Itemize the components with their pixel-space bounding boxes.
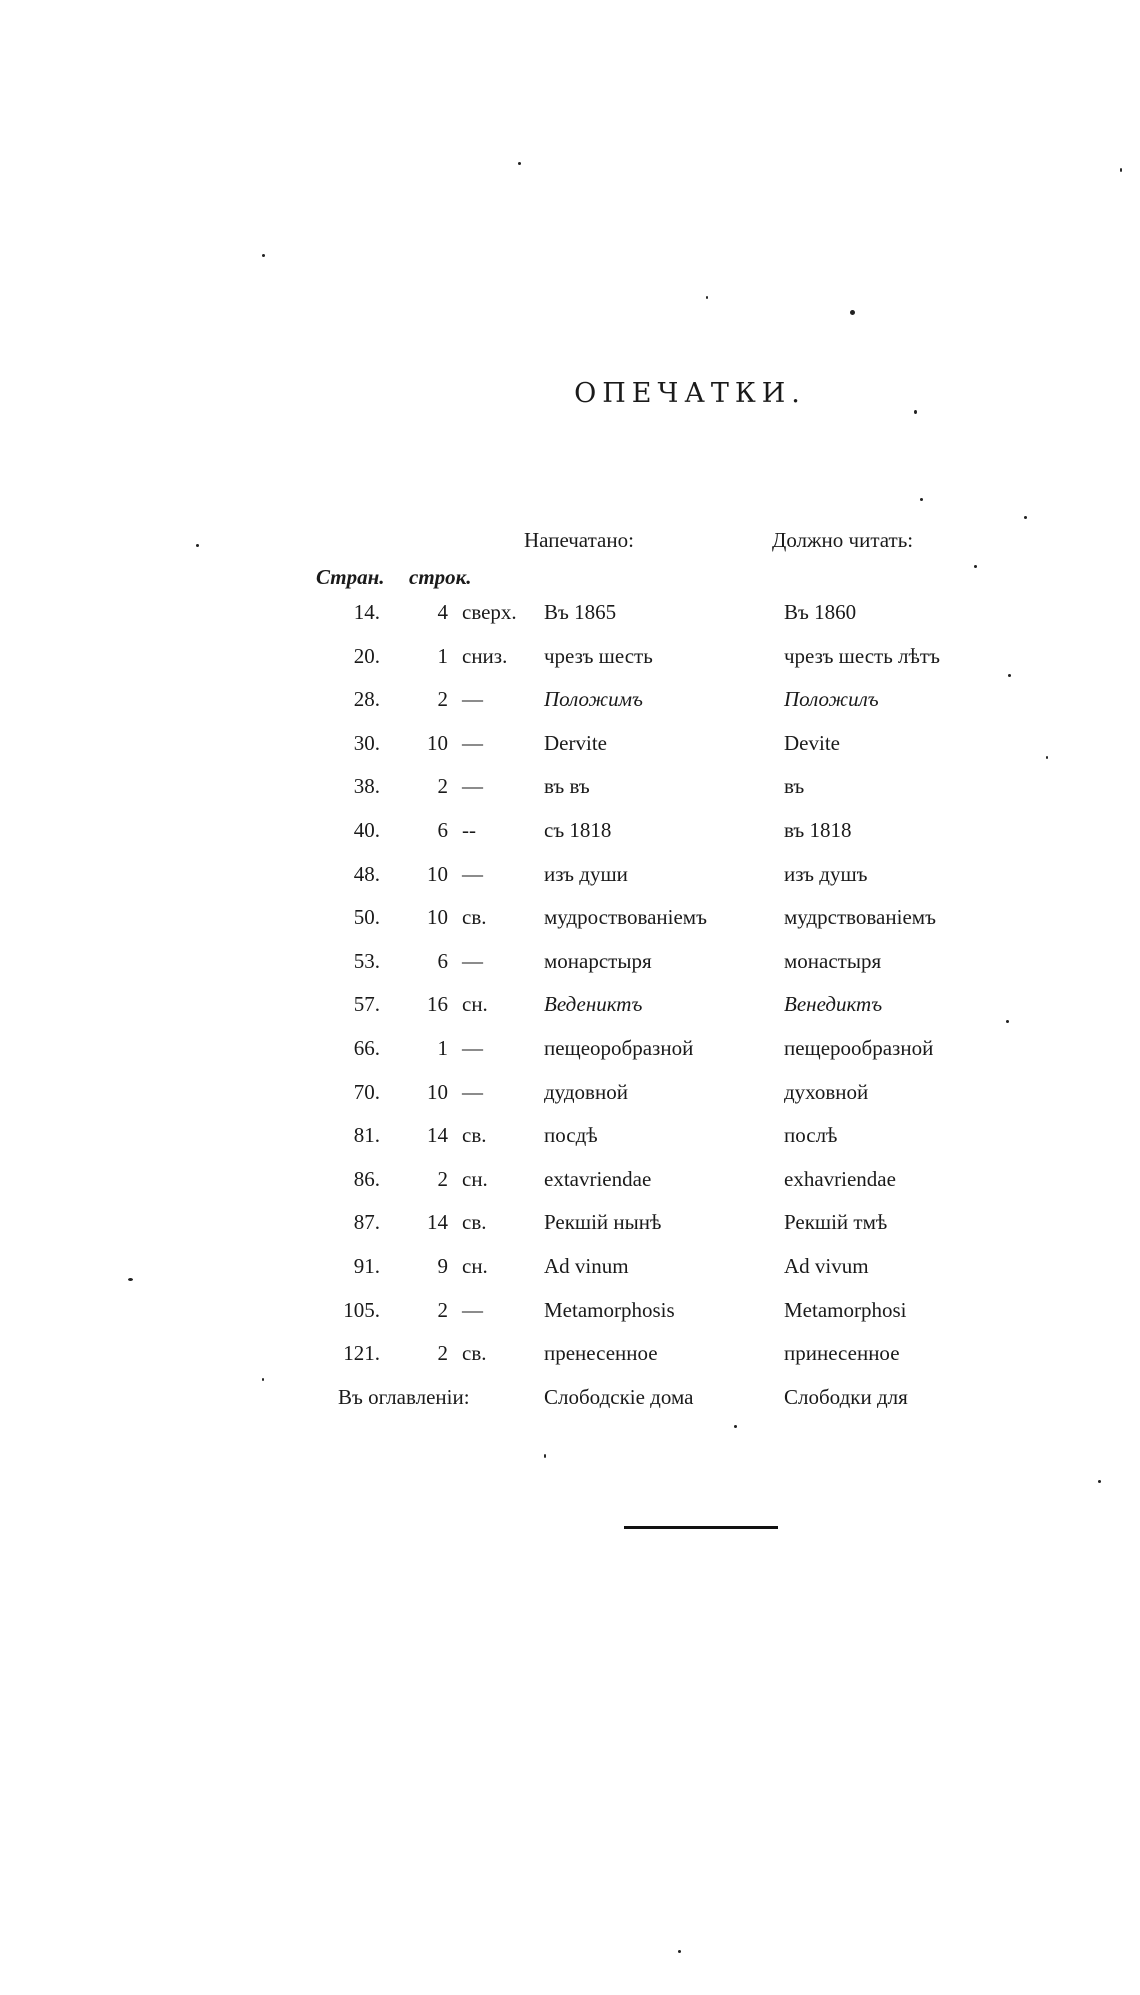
page-number: 14. — [353, 600, 380, 624]
corrected-text: принесенное — [784, 1341, 900, 1366]
header-page: Стран. — [316, 565, 385, 589]
errata-row — [0, 1076, 1140, 1120]
errata-row — [0, 727, 1140, 771]
page-number: 38. — [353, 774, 380, 799]
line-direction: — — [462, 687, 483, 712]
line-direction: св. — [462, 1210, 487, 1235]
header-line: строк. — [409, 565, 472, 589]
page-number: 53. — [353, 948, 380, 973]
scan-speck — [1098, 1480, 1101, 1483]
printed-text: Dervite — [544, 730, 607, 755]
printed-text: Въ 1865 — [544, 600, 617, 624]
line-direction: св. — [462, 1341, 487, 1366]
errata-row — [0, 858, 1140, 902]
page-number: 40. — [353, 817, 380, 842]
errata-row — [0, 1119, 1140, 1163]
line-direction: — — [462, 774, 483, 799]
header-should-read: Должно читать: — [772, 528, 914, 552]
corrected-text: чрезъ шесть лѣтъ — [784, 643, 940, 668]
page-number: 105. — [343, 1297, 380, 1322]
line-number: 10 — [427, 730, 448, 755]
line-direction: -- — [462, 817, 476, 842]
printed-text: пренесенное — [544, 1341, 658, 1366]
page-number: 81. — [353, 1123, 380, 1148]
errata-row — [0, 901, 1140, 945]
page-number: 91. — [353, 1253, 380, 1278]
errata-row — [0, 770, 1140, 814]
line-number: 2 — [437, 1341, 448, 1366]
errata-row — [0, 1250, 1140, 1294]
scan-speck — [196, 544, 199, 547]
corrected-text: Слободки для — [784, 1384, 908, 1409]
printed-text: дудовной — [544, 1079, 628, 1104]
scan-speck — [678, 1950, 681, 1953]
line-direction: сверх. — [462, 600, 517, 624]
scan-speck — [518, 162, 521, 165]
line-number: 10 — [427, 861, 448, 886]
printed-text: монарстыря — [544, 948, 652, 973]
line-direction: сниз. — [462, 643, 508, 668]
errata-table — [0, 596, 1140, 1424]
printed-text: въ въ — [544, 774, 590, 799]
scan-speck — [1024, 516, 1027, 519]
line-direction: сн. — [462, 992, 488, 1017]
line-direction: — — [462, 1297, 483, 1322]
line-number: 2 — [437, 774, 448, 799]
corrected-text: exhavriendae — [784, 1166, 896, 1191]
errata-row — [0, 1337, 1140, 1381]
line-number: 6 — [437, 948, 448, 973]
errata-row-toc — [0, 1381, 1140, 1425]
line-number: 14 — [427, 1210, 448, 1235]
corrected-text: мудрствованіемъ — [784, 905, 936, 930]
line-number: 10 — [427, 905, 448, 930]
printed-text: съ 1818 — [544, 817, 612, 842]
errata-row — [0, 596, 1140, 640]
scan-speck — [262, 254, 265, 257]
line-number: 2 — [437, 687, 448, 712]
corrected-text: изъ душъ — [784, 861, 868, 886]
page-number: 57. — [353, 992, 380, 1017]
scan-speck — [544, 1454, 546, 1458]
corrected-text: Въ 1860 — [784, 600, 857, 624]
printed-text: Ad vinum — [544, 1253, 629, 1278]
line-number: 4 — [437, 600, 448, 624]
printed-text: изъ души — [544, 861, 628, 886]
line-direction: сн. — [462, 1253, 488, 1278]
line-direction: — — [462, 730, 483, 755]
corrected-text: Рекшій тмѣ — [784, 1210, 888, 1235]
errata-row — [0, 640, 1140, 684]
scan-speck — [1006, 1020, 1009, 1023]
scan-speck — [128, 1278, 133, 1281]
errata-row — [0, 1294, 1140, 1338]
line-number: 10 — [427, 1079, 448, 1104]
scan-speck — [262, 1378, 264, 1381]
corrected-text: послѣ — [784, 1123, 838, 1148]
line-direction: — — [462, 1035, 483, 1060]
errata-row — [0, 1032, 1140, 1076]
scan-speck — [706, 296, 708, 299]
page-number: 28. — [353, 687, 380, 712]
printed-text: мудроствованіемъ — [544, 905, 707, 930]
printed-text: Положимъ — [544, 687, 643, 712]
printed-text: Metamorphosis — [544, 1297, 675, 1322]
line-direction: — — [462, 1079, 483, 1104]
printed-text: чрезъ шесть — [544, 643, 653, 668]
scan-speck — [974, 565, 977, 568]
page-number: 20. — [353, 643, 380, 668]
scan-speck — [1008, 674, 1011, 677]
line-direction: — — [462, 861, 483, 886]
printed-text: посдѣ — [544, 1123, 598, 1148]
header-printed: Напечатано: — [524, 528, 634, 552]
scan-speck — [914, 410, 917, 414]
printed-text: Рекшій нынѣ — [544, 1210, 662, 1235]
errata-row — [0, 1163, 1140, 1207]
line-number: 2 — [437, 1166, 448, 1191]
closing-rule — [624, 1526, 778, 1529]
line-number: 2 — [437, 1297, 448, 1322]
corrected-text: Ad vivum — [784, 1253, 869, 1278]
scan-speck — [734, 1425, 737, 1428]
scan-speck — [1120, 168, 1122, 172]
corrected-text: въ 1818 — [784, 817, 852, 842]
scan-speck — [1046, 756, 1048, 759]
line-direction: сн. — [462, 1166, 488, 1191]
line-number: 14 — [427, 1123, 448, 1148]
scan-speck — [850, 310, 855, 315]
line-direction: — — [462, 948, 483, 973]
page-number: 87. — [353, 1210, 380, 1235]
line-number: 1 — [437, 1035, 448, 1060]
printed-text: Ведениктъ — [544, 992, 643, 1017]
corrected-text: пещерообразной — [784, 1035, 934, 1060]
errata-row — [0, 683, 1140, 727]
corrected-text: въ — [784, 774, 805, 799]
errata-row — [0, 945, 1140, 989]
errata-row — [0, 1206, 1140, 1250]
corrected-text: монастыря — [784, 948, 882, 973]
page-number: 70. — [353, 1079, 380, 1104]
page-number: 121. — [343, 1341, 380, 1366]
page-number: 48. — [353, 861, 380, 886]
corrected-text: Devite — [784, 730, 840, 755]
errata-row — [0, 814, 1140, 858]
page-number: 50. — [353, 905, 380, 930]
printed-text: extavriendae — [544, 1166, 652, 1191]
page-number: 30. — [353, 730, 380, 755]
page-number: 66. — [353, 1035, 380, 1060]
line-number: 1 — [437, 643, 448, 668]
errata-row — [0, 988, 1140, 1032]
toc-label: Въ оглавленіи: — [338, 1384, 470, 1409]
page-title: ОПЕЧАТКИ. — [574, 378, 806, 409]
line-number: 6 — [437, 817, 448, 842]
line-number: 16 — [427, 992, 448, 1017]
corrected-text: Metamorphosi — [784, 1297, 907, 1322]
line-direction: св. — [462, 905, 487, 930]
line-direction: св. — [462, 1123, 487, 1148]
printed-text: Слободскіе дома — [544, 1384, 694, 1409]
corrected-text: Положилъ — [784, 687, 879, 712]
scan-speck — [920, 498, 923, 501]
corrected-text: духовной — [784, 1079, 869, 1104]
corrected-text: Венедиктъ — [784, 992, 883, 1017]
line-number: 9 — [437, 1253, 448, 1278]
printed-text: пещеоробразной — [544, 1035, 694, 1060]
page-number: 86. — [353, 1166, 380, 1191]
